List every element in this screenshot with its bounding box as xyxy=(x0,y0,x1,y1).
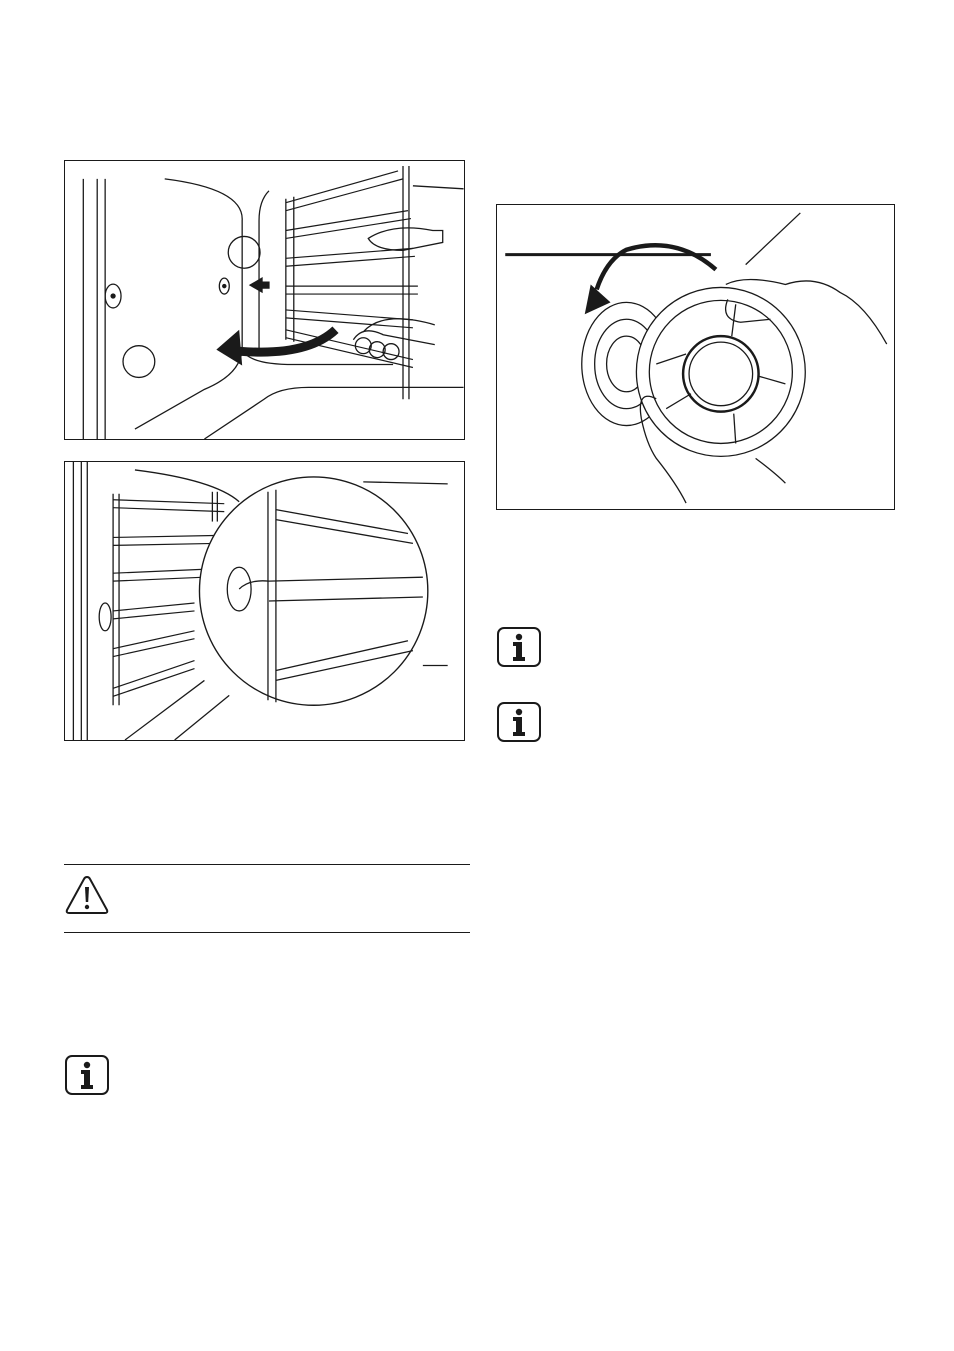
warning-triangle-icon xyxy=(64,874,110,916)
warning-block xyxy=(64,874,110,916)
lamp-cover-turn-counterclockwise-illustration xyxy=(497,205,894,509)
lamp-cover-figure xyxy=(496,204,895,510)
info-note-2 xyxy=(497,702,541,742)
shelf-install-figure xyxy=(64,461,465,741)
shelf-removal-figure xyxy=(64,160,465,440)
info-icon xyxy=(65,1055,109,1095)
oven-shelf-support-removal-illustration xyxy=(65,161,464,439)
info-note-1 xyxy=(497,627,541,667)
oven-shelf-support-installation-illustration xyxy=(65,462,464,740)
warning-bottom-rule xyxy=(64,932,470,933)
info-note-3 xyxy=(65,1055,109,1095)
info-icon xyxy=(497,702,541,742)
info-icon xyxy=(497,627,541,667)
warning-top-rule xyxy=(64,864,470,865)
